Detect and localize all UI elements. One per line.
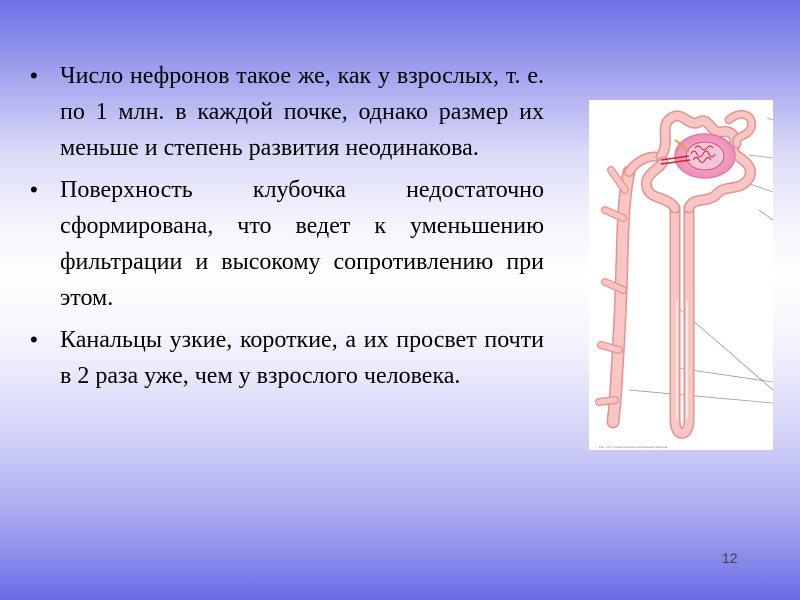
loop-of-henle: [675, 208, 689, 434]
nephron-figure: [589, 100, 773, 450]
bullet-marker: •: [30, 327, 38, 352]
bullet-text: Число нефронов такое же, как у взрослых, т. е. по 1 млн. в каждой почке, однако размер их меньше и степень развития неодинакова.: [60, 63, 544, 161]
page-number: 12: [722, 550, 738, 566]
nephron-illustration: [589, 100, 773, 450]
bullet-text: Поверхность клубочка недостаточно сформирована, что ведет к уменьшению фильтрации и высокому сопротивлению при этом.: [60, 177, 544, 311]
bullet-list: [30, 58, 544, 400]
bullet-text: Канальцы узкие, короткие, а их просвет почти в 2 раза уже, чем у взрослого человека.: [60, 327, 544, 389]
bullet-glomerulus-surface: [30, 172, 544, 316]
glomerulus: [661, 134, 735, 178]
figure-caption: Рис. 14.5. Схематическое изображение нефрона: [599, 445, 668, 449]
bullet-nephron-count: [30, 58, 544, 166]
bullet-tubules: [30, 322, 544, 394]
bullet-marker: •: [30, 177, 38, 202]
bullet-marker: •: [30, 63, 38, 88]
